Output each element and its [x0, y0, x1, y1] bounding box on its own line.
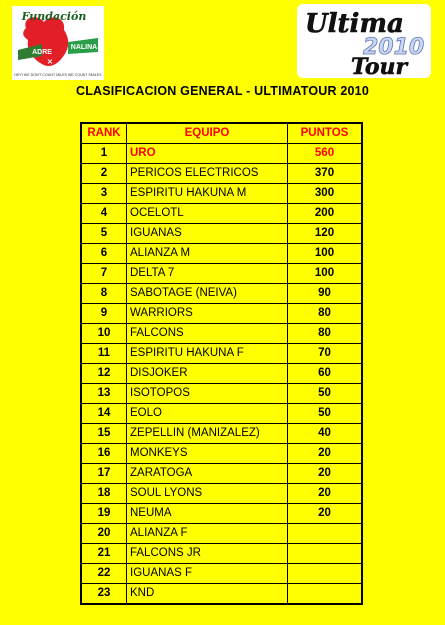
table-header-row — [81, 123, 362, 144]
points-cell: 370 — [288, 164, 363, 184]
points-cell: 20 — [288, 464, 363, 484]
rank-cell: 17 — [81, 464, 127, 484]
points-cell: 50 — [288, 384, 363, 404]
points-cell: 70 — [288, 344, 363, 364]
rank-cell: 21 — [81, 544, 127, 564]
points-cell: 300 — [288, 184, 363, 204]
team-column-header: EQUIPO — [127, 123, 288, 144]
table-row — [81, 384, 362, 404]
fundacion-adrenalina-logo — [12, 6, 104, 80]
team-cell: EOLO — [127, 404, 288, 424]
svg-text:×: × — [46, 57, 54, 66]
table-row — [81, 564, 362, 584]
rank-cell: 16 — [81, 444, 127, 464]
table-row — [81, 424, 362, 444]
rank-cell: 11 — [81, 344, 127, 364]
rank-cell: 3 — [81, 184, 127, 204]
team-cell: WARRIORS — [127, 304, 288, 324]
rank-cell: 9 — [81, 304, 127, 324]
table-row — [81, 324, 362, 344]
table-row — [81, 404, 362, 424]
points-cell: 40 — [288, 424, 363, 444]
points-cell: 90 — [288, 284, 363, 304]
team-cell: ZEPELLIN (MANIZALEZ) — [127, 424, 288, 444]
points-column-header: PUNTOS — [288, 123, 363, 144]
points-cell — [288, 584, 363, 605]
team-cell: MONKEYS — [127, 444, 288, 464]
team-cell: IGUANAS F — [127, 564, 288, 584]
rank-cell: 20 — [81, 524, 127, 544]
table-row — [81, 164, 362, 184]
points-cell — [288, 524, 363, 544]
logo-left-tagline: HEY! WE DON'T COUNT MILES WE COUNT SMILES — [14, 73, 102, 77]
rank-cell: 2 — [81, 164, 127, 184]
svg-text:ADRE: ADRE — [32, 49, 52, 56]
table-row — [81, 244, 362, 264]
table-row — [81, 344, 362, 364]
points-cell: 60 — [288, 364, 363, 384]
team-cell: URO — [127, 144, 288, 164]
table-row — [81, 304, 362, 324]
points-cell: 20 — [288, 444, 363, 464]
rank-column-header: RANK — [81, 123, 127, 144]
rank-cell: 10 — [81, 324, 127, 344]
table-row — [81, 184, 362, 204]
points-cell: 20 — [288, 484, 363, 504]
standings-table — [80, 122, 363, 605]
table-row — [81, 364, 362, 384]
table-row — [81, 284, 362, 304]
team-cell: FALCONS — [127, 324, 288, 344]
logo-left-name: Fundación — [21, 10, 87, 23]
rank-cell: 1 — [81, 144, 127, 164]
table-row — [81, 444, 362, 464]
points-cell: 200 — [288, 204, 363, 224]
team-cell: KND — [127, 584, 288, 605]
team-cell: FALCONS JR — [127, 544, 288, 564]
team-cell: ZARATOGA — [127, 464, 288, 484]
team-cell: PERICOS ELECTRICOS — [127, 164, 288, 184]
table-row — [81, 144, 362, 164]
table-row — [81, 584, 362, 605]
points-cell: 120 — [288, 224, 363, 244]
rank-cell: 7 — [81, 264, 127, 284]
rank-cell: 13 — [81, 384, 127, 404]
table-row — [81, 464, 362, 484]
team-cell: SOUL LYONS — [127, 484, 288, 504]
rank-cell: 12 — [81, 364, 127, 384]
points-cell: 100 — [288, 244, 363, 264]
rank-cell: 8 — [81, 284, 127, 304]
rank-cell: 19 — [81, 504, 127, 524]
rank-cell: 4 — [81, 204, 127, 224]
rank-cell: 23 — [81, 584, 127, 605]
table-row — [81, 504, 362, 524]
team-cell: OCELOTL — [127, 204, 288, 224]
logo-right-line1: Ultima — [305, 9, 404, 39]
team-cell: NEUMA — [127, 504, 288, 524]
points-cell: 100 — [288, 264, 363, 284]
team-cell: ESPIRITU HAKUNA F — [127, 344, 288, 364]
points-cell: 80 — [288, 324, 363, 344]
points-cell: 20 — [288, 504, 363, 524]
team-cell: DELTA 7 — [127, 264, 288, 284]
table-row — [81, 524, 362, 544]
points-cell: 560 — [288, 144, 363, 164]
team-cell: ESPIRITU HAKUNA M — [127, 184, 288, 204]
points-cell: 80 — [288, 304, 363, 324]
table-row — [81, 544, 362, 564]
table-row — [81, 484, 362, 504]
team-cell: SABOTAGE (NEIVA) — [127, 284, 288, 304]
page-title: CLASIFICACION GENERAL - ULTIMATOUR 2010 — [75, 84, 369, 98]
points-cell: 50 — [288, 404, 363, 424]
logo-right-line2: 2010 — [363, 35, 425, 60]
points-cell — [288, 564, 363, 584]
team-cell: ALIANZA M — [127, 244, 288, 264]
ultima-tour-logo — [297, 4, 431, 78]
rank-cell: 6 — [81, 244, 127, 264]
rank-cell: 15 — [81, 424, 127, 444]
team-cell: DISJOKER — [127, 364, 288, 384]
rank-cell: 18 — [81, 484, 127, 504]
points-cell — [288, 544, 363, 564]
table-row — [81, 224, 362, 244]
rank-cell: 14 — [81, 404, 127, 424]
logo-right-line3: Tour — [351, 54, 408, 78]
svg-text:NALINA: NALINA — [70, 44, 98, 51]
team-cell: ISOTOPOS — [127, 384, 288, 404]
table-row — [81, 264, 362, 284]
table-row — [81, 204, 362, 224]
team-cell: IGUANAS — [127, 224, 288, 244]
team-cell: ALIANZA F — [127, 524, 288, 544]
rank-cell: 22 — [81, 564, 127, 584]
rank-cell: 5 — [81, 224, 127, 244]
